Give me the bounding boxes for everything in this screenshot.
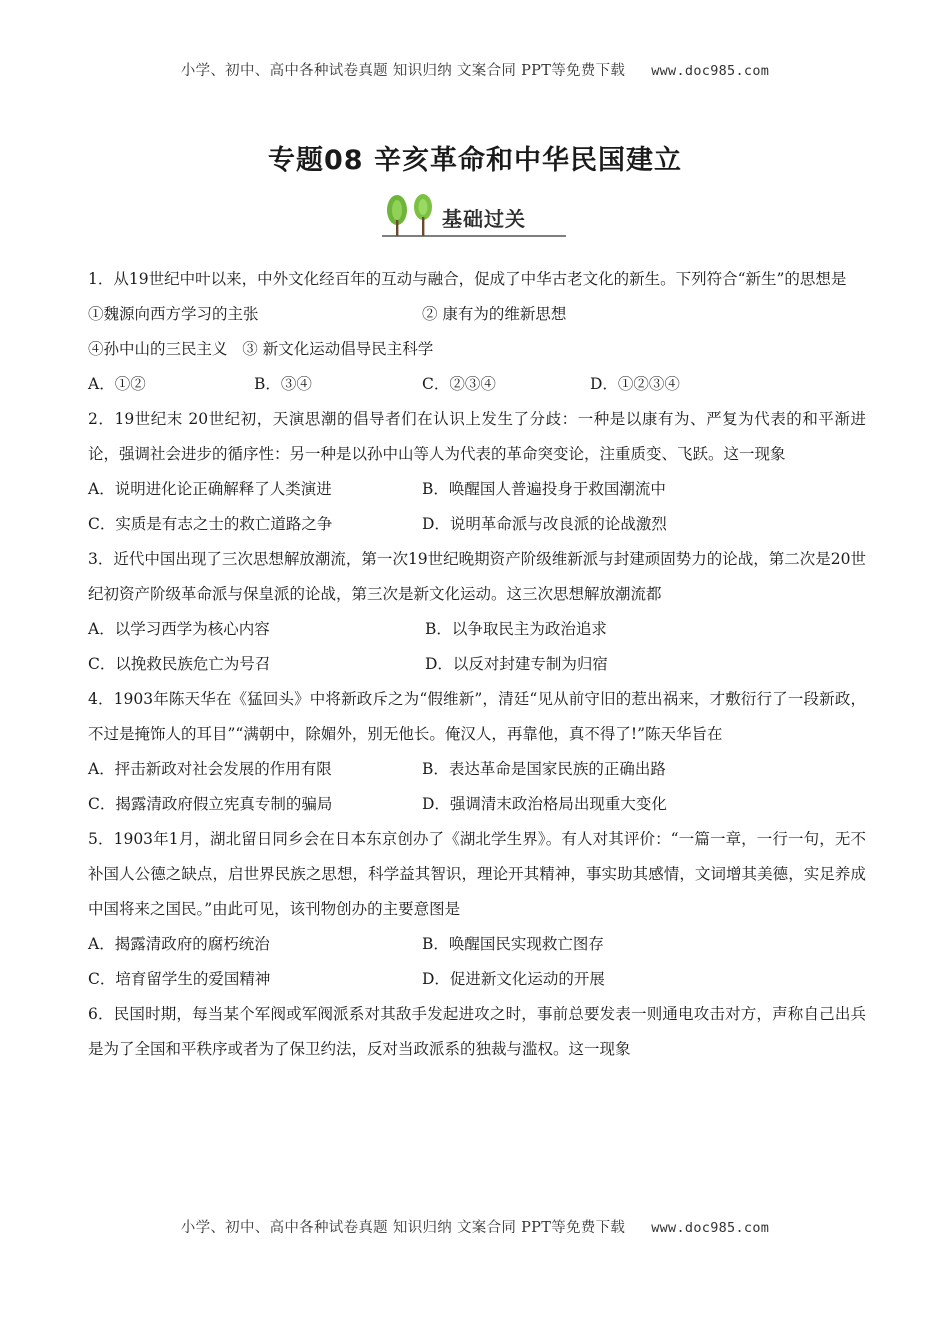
option-a[interactable]: A．以学习西学为核心内容 xyxy=(88,620,270,638)
option-d[interactable]: D．说明革命派与改良派的论战激烈 xyxy=(422,515,667,533)
question-6 xyxy=(88,997,866,1067)
page-header xyxy=(0,59,950,80)
option-c[interactable]: C．实质是有志之士的救亡道路之争 xyxy=(88,515,333,533)
option-b[interactable]: B．表达革命是国家民族的正确出路 xyxy=(422,760,666,778)
option-row xyxy=(88,367,866,402)
statement-item: ② 康有为的维新思想 xyxy=(422,305,567,323)
question-stem: 4．1903年陈天华在《猛回头》中将新政斥之为“假维新”，清廷“见从前守旧的惹出祸来，才敷衍行了一段新政，不过是掩饰人的耳目”“满朝中，除媚外，别无他长。俺汉人，再靠他，真不得了!”陈天华旨在 xyxy=(88,690,866,743)
statement-item: ③ 新文化运动倡导民主科学 xyxy=(242,340,434,358)
option-row xyxy=(88,962,866,997)
option-c[interactable]: C．揭露清政府假立宪真专制的骗局 xyxy=(88,795,333,813)
question-3 xyxy=(88,542,866,682)
option-a[interactable]: A．①② xyxy=(88,375,146,393)
item-row xyxy=(88,297,866,332)
item-row xyxy=(88,332,866,367)
question-1 xyxy=(88,262,866,402)
badge-underline xyxy=(380,190,570,240)
option-row xyxy=(88,647,866,682)
question-list xyxy=(88,262,866,1067)
question-stem: 6．民国时期，每当某个军阀或军阀派系对其敌手发起进攻之时，事前总要发表一则通电攻击对方，声称自己出兵是为了全国和平秩序或者为了保卫约法，反对当政派系的独裁与滥权。这一现象 xyxy=(88,1005,866,1058)
option-b[interactable]: B．唤醒国民实现救亡图存 xyxy=(422,935,604,953)
option-row xyxy=(88,752,866,787)
option-row xyxy=(88,507,866,542)
option-d[interactable]: D．以反对封建专制为归宿 xyxy=(425,655,608,673)
option-row xyxy=(88,927,866,962)
option-a[interactable]: A．揭露清政府的腐朽统治 xyxy=(88,935,270,953)
question-stem: 5．1903年1月，湖北留日同乡会在日本东京创办了《湖北学生界》。有人对其评价：“一篇一章，一行一句，无不补国人公德之缺点，启世界民族之思想，科学益其智识，理论开其精神，事实助其感情，文词增其美德，实足养成中国将来之国民。”由此可见，该刊物创办的主要意图是 xyxy=(88,830,866,918)
question-stem: 3．近代中国出现了三次思想解放潮流，第一次19世纪晚期资产阶级维新派与封建顽固势力的论战，第二次是20世纪初资产阶级革命派与保皇派的论战，第三次是新文化运动。这三次思想解放潮流都 xyxy=(88,550,866,603)
header-text: 小学、初中、高中各种试卷真题 知识归纳 文案合同 PPT等免费下载 xyxy=(180,63,626,79)
option-c[interactable]: C．培育留学生的爱国精神 xyxy=(88,970,271,988)
option-c[interactable]: C．②③④ xyxy=(422,375,496,393)
option-d[interactable]: D．①②③④ xyxy=(590,375,680,393)
question-2 xyxy=(88,402,866,542)
option-d[interactable]: D．强调清末政治格局出现重大变化 xyxy=(422,795,667,813)
footer-text: 小学、初中、高中各种试卷真题 知识归纳 文案合同 PPT等免费下载 xyxy=(180,1220,626,1236)
question-stem: 2．19世纪末 20世纪初，天演思潮的倡导者们在认识上发生了分歧：一种是以康有为、严复为代表的和平渐进论，强调社会进步的循序性：另一种是以孙中山等人为代表的革命突变论，注重质变、飞跃。这一现象 xyxy=(88,410,866,463)
header-url[interactable]: www.doc985.com xyxy=(651,63,770,79)
statement-item: ①魏源向西方学习的主张 xyxy=(88,305,259,323)
footer-url[interactable]: www.doc985.com xyxy=(651,1220,770,1236)
page-footer xyxy=(0,1216,950,1237)
page-title: 专题08 辛亥革命和中华民国建立 xyxy=(268,145,682,176)
statement-item: ④孙中山的三民主义 xyxy=(88,340,228,358)
option-b[interactable]: B．唤醒国人普遍投身于救国潮流中 xyxy=(422,480,666,498)
question-stem: 1．从19世纪中叶以来，中外文化经百年的互动与融合，促成了中华古老文化的新生。下列符合“新生”的思想是 xyxy=(88,270,847,288)
question-5 xyxy=(88,822,866,997)
option-row xyxy=(88,612,866,647)
option-row xyxy=(88,472,866,507)
section-badge xyxy=(380,190,570,240)
option-a[interactable]: A．说明进化论正确解释了人类演进 xyxy=(88,480,332,498)
option-row xyxy=(88,787,866,822)
option-d[interactable]: D．促进新文化运动的开展 xyxy=(422,970,605,988)
option-c[interactable]: C．以挽救民族危亡为号召 xyxy=(88,655,271,673)
option-a[interactable]: A．抨击新政对社会发展的作用有限 xyxy=(88,760,332,778)
badge-label: 基础过关 xyxy=(442,207,526,231)
question-4 xyxy=(88,682,866,822)
option-b[interactable]: B．以争取民主为政治追求 xyxy=(425,620,607,638)
option-b[interactable]: B．③④ xyxy=(254,375,312,393)
